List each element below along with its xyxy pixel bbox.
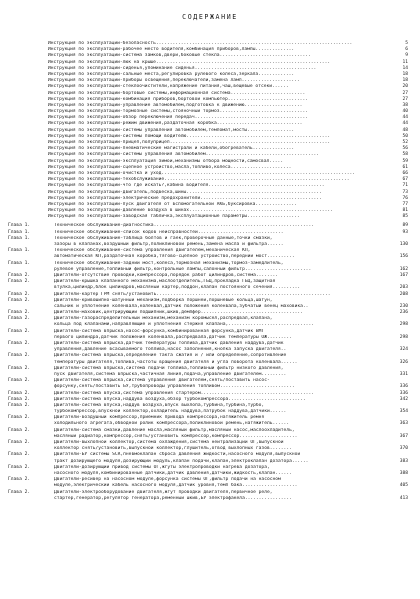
toc-entry-text: коллектор снять/установить,выпускной коллектор,глушитель,отвод выхлопных газов........ <box>54 446 292 452</box>
toc-entry-text: пуск двигателя,система впрыска,частичная линия,подача,управление двигателем......... <box>54 371 287 377</box>
toc-entry-text: Инструкция по эксплуатации-комбинация приборов,бортовой компьютер............................. <box>48 96 308 102</box>
toc-entry-text: Двигатели-картер ГРМ снять/установить............................................................... <box>54 291 331 297</box>
toc-entry-text: Инструкция по эксплуатации-пневматические магистрали и кабели,обогреватель............... <box>48 146 295 152</box>
toc-entry-text: Техническое обслуживание-система управления двигателем,механическая КП, <box>54 248 251 254</box>
toc-page-number: 156 <box>399 254 408 260</box>
chapter-label: Глава 2. <box>8 365 31 371</box>
chapter-label: Глава 2. <box>8 390 31 396</box>
toc-page-number: 73 <box>402 189 408 195</box>
toc-entry-text: стартер,генератор,регулятор генератора,ременный шкив,БУ электрофакела................. <box>54 495 292 501</box>
toc-entry-text: Двигатели-электрооборудование двигателя,жгут проводки двигателя,первичное реле, <box>54 489 273 495</box>
toc-entry-text: Двигатели-отсутствие проводки,компрессора,порядок работ цилиндров,система........ <box>54 272 279 278</box>
toc-entry-text: Двигатели-маховик,центрирующий подшипник,шкив,демпфер..................................... <box>54 310 303 316</box>
toc-page-number: 324 <box>399 347 408 353</box>
toc-page-number: 6 <box>405 47 408 53</box>
toc-page-number: 9 <box>405 53 408 59</box>
toc-page-number: 89 <box>402 223 408 229</box>
chapter-label: Глава 1. <box>8 260 31 266</box>
toc-entry-text: Двигатели-система впрыска,определение такта сжатия и / или определение,сопротивление <box>54 353 287 359</box>
toc-page-number: 413 <box>399 495 408 501</box>
chapter-label: Глава 2. <box>8 415 31 421</box>
toc-entry-text: Инструкция по эксплуатации-сальные места,регулировка рулевого колеса,зеркала............. <box>48 71 295 77</box>
toc-page-number: 326 <box>399 359 408 365</box>
toc-entry-text: турбокомпрессор,впускной коллектор,охладитель наддува,патрубок наддува,датчики...... <box>54 409 287 415</box>
toc-page-number: 59 <box>402 158 408 164</box>
toc-page-number: 93 <box>402 229 408 235</box>
toc-entry-text: Двигатели-выхлопной коллектор,система охлаждения,система нейтрализации ОГ,выпускной <box>54 440 284 445</box>
toc-entry-text: кольца под клапанами,направляющие и уплотнения стержня клапана,............................... <box>54 322 314 328</box>
chapter-label: Глава 2. <box>8 353 31 359</box>
toc-page-number: 230 <box>399 303 408 309</box>
toc-page-number: 20 <box>402 84 408 90</box>
toc-entry-text: Инструкция по эксплуатации-давление воздуха в шинах.................................................... <box>48 208 333 214</box>
toc-entry-text: Инструкция по эксплуатации-сцепное устройство,масла,топливо,колеса...................... <box>48 164 292 170</box>
toc-entry-text: Двигатели-система впрыска,система управления двигателем,снять/поставить насос- <box>54 378 270 384</box>
toc-entry-text: Двигатели-система впуска,наддув воздуха,впуск выхлопа,турбина,турбина,турбо, <box>54 402 265 408</box>
toc-entry-text: Инструкция по эксплуатации-обзор переключения передач......................................... <box>48 115 308 121</box>
chapter-label: Глава 2. <box>8 279 31 285</box>
toc-entry-text: Двигатели-БУ системы SCR,пневмоклапан сброса давления жидкости,насосного модуля,выпускной <box>54 452 301 458</box>
toc-entry-text: управления,давление всасываемого топлива,насос заполнения,кнопка запуска двигателя.. <box>54 347 287 353</box>
toc-entry-text: форсунку,снять/поставить БУ,трубопроводы управления топливом........................... <box>54 384 295 390</box>
toc-entry-text: Инструкция по эксплуатации-управление автомобилем,подготовка к движению..................... <box>48 102 303 108</box>
toc-page-number: 367 <box>399 433 408 439</box>
table-of-contents <box>0 41 420 502</box>
toc-entry-instruction <box>0 214 420 220</box>
chapter-label: Глава 1. <box>8 235 31 241</box>
chapter-label: Глава 2. <box>8 402 31 408</box>
chapter-label: Глава 2. <box>8 341 31 346</box>
toc-entry-text: Двигатели-система смазки,давление масла,масляный фильтр,масляный насос,маслоохладитель, <box>54 427 295 433</box>
toc-entry-text: Двигатели-система впрыска,система подачи топлива,топливный фильтр низкого давления, <box>54 365 284 371</box>
toc-page-number: 336 <box>399 384 408 390</box>
toc-entry-text: Двигатели-крышка клапанного механизма,маслоотделитель,ГБЦ,прокладка ГБЦ,защитная <box>54 279 276 285</box>
chapter-label: Глава 2. <box>8 477 31 483</box>
toc-page-number: 331 <box>399 371 408 377</box>
toc-entry-text: зазоры в клапанах,воздушный фильтр,поликлиновой ремень,замена масла и фильтра...... <box>54 242 284 247</box>
toc-page-number: 298 <box>399 334 408 340</box>
toc-entry-text: Двигатели-система впрыска,насос-форсунка,комбинированная форсунка,датчик ВМТ <box>54 328 265 334</box>
toc-page-number: 236 <box>399 310 408 316</box>
toc-page-number: 370 <box>399 446 408 452</box>
toc-entry-text: первого цилиндра,датчик положения коленвала,распредвала,датчик температуры ОЖ......... <box>54 334 292 340</box>
toc-entry-text: Инструкция по эксплуатации-режим движения,раздаточная коробка............................... <box>48 121 303 127</box>
toc-entry-text: сальник и уплотнение коленвала,коленвал,датчик положения коленвала,зубчатый венец маховика.. <box>54 303 309 309</box>
toc-entry-text: Инструкция по эксплуатации-тормозные системы,стояночный тормоз................................ <box>48 109 308 115</box>
toc-page-number: 81 <box>402 208 408 214</box>
chapter-label: Глава 2. <box>8 464 31 470</box>
chapter-label: Глава 2. <box>8 427 31 433</box>
toc-entry-chapter-line <box>0 496 420 502</box>
chapter-label: Глава 2. <box>8 440 31 445</box>
toc-entry-text: рулевое управление,топливный фильтр,контрольные лампы,салонный фильтр........................ <box>54 266 312 272</box>
toc-entry-text: Инструкция по эксплуатации-приборы освещения,переключатели,замена ламп..................... <box>48 78 300 84</box>
toc-page-number: 298 <box>399 322 408 328</box>
toc-page-number: 336 <box>399 390 408 396</box>
toc-page-number: 61 <box>402 164 408 170</box>
toc-entry-text: Двигатели-система впуска,наддува воздуха,обзор турбокомпрессора............................ <box>54 396 306 402</box>
toc-page-number: 388 <box>399 470 408 476</box>
chapter-label: Глава 2. <box>8 328 31 334</box>
toc-page-number: 38 <box>402 102 408 108</box>
toc-entry-text: Техническое обслуживание-список кодов неисправностей............................... <box>54 229 284 235</box>
toc-entry-text: Двигатели-воздушный компрессор,приемник привода компрессора,натяжитель ремня <box>54 415 265 421</box>
toc-page-number: 11 <box>402 59 408 65</box>
chapter-label: Глава 2. <box>8 489 31 495</box>
toc-entry-text: холодильного агрегата,обводной ролик компрессора,поликлиновой ремень,натяжитель...... <box>54 421 290 427</box>
chapter-label: Глава 2. <box>8 452 31 458</box>
toc-entry-text: Инструкция по эксплуатации-бортовые системы,информационная система........................... <box>48 90 306 96</box>
chapter-label: Глава 2. <box>8 396 31 402</box>
chapter-label: Глава 2. <box>8 378 31 384</box>
chapter-label: Глава 2. <box>8 297 31 303</box>
chapter-label: Глава 1. <box>8 248 31 254</box>
toc-page-number: 27 <box>402 90 408 96</box>
toc-page-number: 162 <box>399 266 408 272</box>
toc-page-number: 203 <box>399 285 408 291</box>
toc-entry-text: Двигатели-система впрыска,датчик температуры топлива,датчик давления наддува,датчик <box>54 341 284 346</box>
toc-page-number: 56 <box>402 146 408 152</box>
toc-page-number: 383 <box>399 458 408 464</box>
toc-page-number: 52 <box>402 140 408 145</box>
toc-entry-text: автоматическая КП,раздаточная коробка,тягово-сцепное устройство,передний мост.......... <box>54 254 295 260</box>
toc-page-number: 48 <box>402 127 408 133</box>
toc-entry-text: Инструкция по эксплуатации-системы управления автомобилем,темпомат,мосты................. <box>48 127 295 133</box>
chapter-label: Глава 2. <box>8 272 31 278</box>
toc-page-number: 18 <box>402 71 408 77</box>
toc-page-number: 5 <box>405 41 408 46</box>
chapter-label: Глава 2. <box>8 291 31 297</box>
toc-page-number: 405 <box>399 483 408 489</box>
toc-page-number: 18 <box>402 78 408 84</box>
toc-entry-text: Инструкция по эксплуатации-прицеп,полуприцеп.......................................................... <box>48 140 331 145</box>
toc-entry-text: Двигатели-дозирующий привод системы ОГ,жгуты электропроводки нагрева дозатора, <box>54 464 270 470</box>
toc-entry-text: Инструкция по эксплуатации-сиденья,упоминание сиденья............................................ <box>48 65 317 71</box>
toc-page-number: 44 <box>402 121 408 127</box>
toc-page-number: 67 <box>402 177 408 183</box>
toc-entry-text: температуры двигателя,топлива,частоты вращения двигателя и угла поворота коленвала...... <box>54 359 298 365</box>
toc-entry-text: Инструкция по эксплуатации-электрические предохранители............................................ <box>48 195 322 201</box>
chapter-label: Глава 1. <box>8 229 31 235</box>
toc-entry-text: Двигатели-кривошипно-шатунный механизм,подборка поршней,поршневые кольца,шатун, <box>54 297 273 303</box>
toc-entry-text: Инструкция по эксплуатации-заводская табличка,эксплуатационные параметры................... <box>48 214 300 220</box>
toc-page-number: 363 <box>399 421 408 427</box>
toc-entry-text: тракт дозирующего модуля,дозирующий модуль,клапан подачи,клапан,электроклапан дозатора...... <box>54 458 309 464</box>
toc-entry-text: Инструкция по эксплуатации-люк на крыше............................................................... <box>48 59 331 65</box>
toc-entry-text: Инструкция по эксплуатации-что где искать?,кабина водителя.......................................... <box>48 183 325 189</box>
toc-entry-text: Техническое обслуживание-диагностика.......................................................... <box>54 223 314 229</box>
toc-page-number: 167 <box>399 272 408 278</box>
toc-page-number: 77 <box>402 201 408 207</box>
toc-entry-text: Инструкция по эксплуатации-системы помощи водителю.................................................... <box>48 133 331 139</box>
toc-page-number: 342 <box>399 396 408 402</box>
toc-page-number: 27 <box>402 96 408 102</box>
chapter-label: Глава 1. <box>8 223 31 229</box>
toc-page-number: 40 <box>402 109 408 115</box>
toc-entry-text: масляный радиатор,компрессор,снять/установить компрессор,компрессор..................... <box>54 433 298 439</box>
toc-page-number: 208 <box>399 291 408 297</box>
toc-page-number: 66 <box>402 170 408 176</box>
page-title: СОДЕРЖАНИЕ <box>182 13 238 21</box>
toc-entry-text: Техническое обслуживание-задний мост,колеса,тормозная механизмы,тормоз-замедлитель, <box>54 260 284 266</box>
toc-page-number: 44 <box>402 115 408 121</box>
toc-page-number: 14 <box>402 65 408 71</box>
toc-entry-text: Инструкция по эксплуатации-двигатель,подвеска,шины................................................. <box>48 189 322 195</box>
toc-entry-text: Техническое обслуживание-таблица болтов и гаек,проверочные данные,точки смазки, <box>54 235 273 241</box>
toc-page-number: 130 <box>399 242 408 247</box>
toc-entry-text: Инструкция по эксплуатации-системы управления автомобилем......................................... <box>48 152 320 158</box>
toc-entry-text: Инструкция по эксплуатации-техобслуживание................................................................... <box>48 177 350 183</box>
toc-entry-text: Инструкция по эксплуатации-эксплуатация зимой,механизмы отбора мощности,самосвал..... <box>48 158 284 164</box>
chapter-label: Глава 2. <box>8 310 31 316</box>
toc-entry-text: Инструкция по эксплуатации-очистка и уход...................................................................... <box>48 170 355 176</box>
toc-entry-text: Инструкция по эксплуатации-пуск двигателя от вспомогательной АКБ,буксировка............... <box>48 201 297 207</box>
toc-entry-text: Инструкция по эксплуатации-рабочее место водителя,комбинация приборов,лампы.............. <box>48 47 295 53</box>
toc-entry-text: насосного модуля,комбинированные датчики,датчик давления,датчики,жидкость,клапан...... <box>54 470 292 476</box>
toc-page-number: 71 <box>402 183 408 189</box>
toc-page-number: 76 <box>402 195 408 201</box>
toc-entry-text: втулка,цилиндр,блок цилиндров,масляный картер,поддон,клапан постоянного сечения.......... <box>54 285 301 291</box>
toc-page-number: 85 <box>402 214 408 220</box>
toc-entry-text: Инструкция по эксплуатации-система замков,двери,боковые стекла................................. <box>48 53 311 59</box>
toc-page-number: 50 <box>402 133 408 139</box>
toc-page-number: 354 <box>399 409 408 415</box>
toc-page-number: 58 <box>402 152 408 158</box>
toc-entry-text: Двигатели-газораспределительный механизм,механизм коромысел,распредвал,клапана, <box>54 316 273 322</box>
toc-entry-text: Двигатели-ресивер на насосном модуле,форсунка системы ОГ,фильтр подачи на насосном <box>54 477 281 483</box>
toc-entry-text: модуле,электрический кабель насосного модуля,датчик уровня,темп бака.................... <box>54 483 298 489</box>
toc-entry-text: Двигатели-система впуска,система управления стартером......................................... <box>54 390 314 396</box>
toc-entry-text: Инструкция по эксплуатации-стеклоочистители,напряжение питания,чаш,вещевые отсеки...... <box>48 84 289 90</box>
chapter-label: Глава 2. <box>8 316 31 322</box>
toc-entry-text: Инструкция по эксплуатации-безопасность....................................................................... <box>48 41 353 46</box>
